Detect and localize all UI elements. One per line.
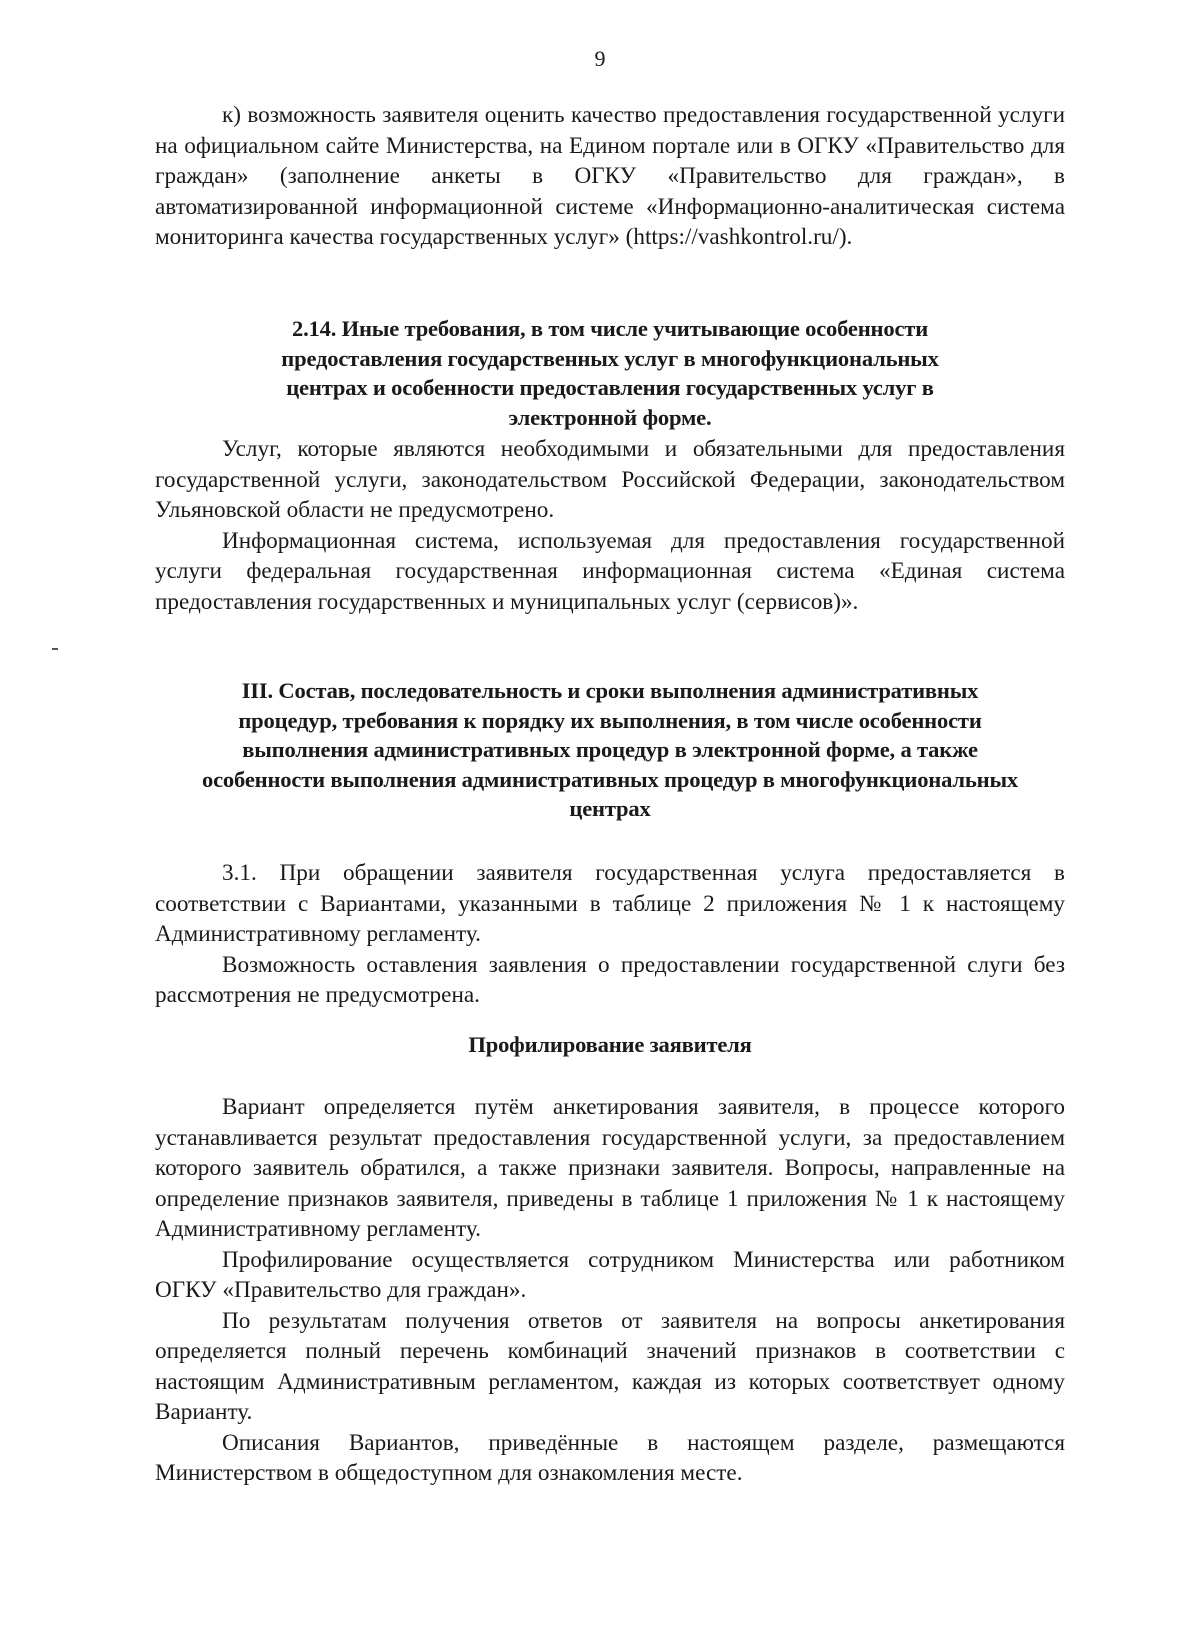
paragraph-k: к) возможность заявителя оценить качество предоставления государственной услуги на официальном сайте Министерства, на Едином портале или в ОГКУ «Правительство для граждан» (заполнение анкеты в ОГКУ «Правительство для граждан», в автоматизированной информационной системе «Информационно-аналитическая система мониторинга качества государственных услуг» (https://vashkontrol.ru/). xyxy=(155,102,1065,250)
section-2-14-paragraph-1: Услуг, которые являются необходимыми и обязательными для предоставления государственной услуги, законодательством Российской Федерации, законодательством Ульяновской области не предусмотрено. xyxy=(155,436,1065,523)
page-number: 9 xyxy=(594,46,606,71)
profiling-paragraph-1: Вариант определяется путём анкетирования заявителя, в процессе которого устанавливается результат предоставления государственной услуги, за предоставлением которого заявитель обратился, а также признаки заявителя. Вопросы, направленные на определение признаков заявителя, приведены в таблице 1 приложения № 1 к настоящему Административному регламенту. xyxy=(155,1094,1065,1242)
profiling-paragraph-4: Описания Вариантов, приведённые в настоящем разделе, размещаются Министерством в общедоступном для ознакомления месте. xyxy=(155,1429,1065,1486)
section-3-paragraph-2: Возможность оставления заявления о предоставлении государственной слуги без рассмотрения не предусмотрена. xyxy=(155,951,1065,1008)
section-3-heading: III. Состав, последовательность и сроки выполнения административных процедур, требования к порядку их выполнения, в том числе особенности выполнения административных процедур в электронной форме, а также особенности выполнения административных процедур в многофункциональных центрах xyxy=(202,678,1018,821)
section-3-paragraph-1: 3.1. При обращении заявителя государственная услуга предоставляется в соответствии с Вариантами, указанными в таблице 2 приложения № 1 к настоящему Административному регламенту. xyxy=(155,860,1065,947)
scan-mark xyxy=(52,648,58,650)
profiling-paragraph-2: Профилирование осуществляется сотрудником Министерства или работником ОГКУ «Правительство для граждан». xyxy=(155,1246,1065,1303)
profiling-body xyxy=(155,1092,1065,1489)
section-3-body xyxy=(155,858,1065,1011)
section-2-14-body xyxy=(155,434,1065,617)
profiling-paragraph-3: По результатам получения ответов от заявителя на вопросы анкетирования определяется полный перечень комбинаций значений признаков в соответствии с настоящим Административным регламентом, каждая из которых соответствует одному Варианту. xyxy=(155,1307,1065,1425)
paragraph-k-block xyxy=(155,100,1065,253)
section-2-14-heading: 2.14. Иные требования, в том числе учитывающие особенности предоставления государственных услуг в многофункциональных центрах и особенности предоставления государственных услуг в электронной форме. xyxy=(281,316,939,430)
profiling-heading: Профилирование заявителя xyxy=(468,1032,752,1057)
section-2-14-paragraph-2: Информационная система, используемая для предоставления государственной услуги федеральная государственная информационная система «Единая система предоставления государственных и муниципальных услуг (сервисов)». xyxy=(155,527,1065,615)
